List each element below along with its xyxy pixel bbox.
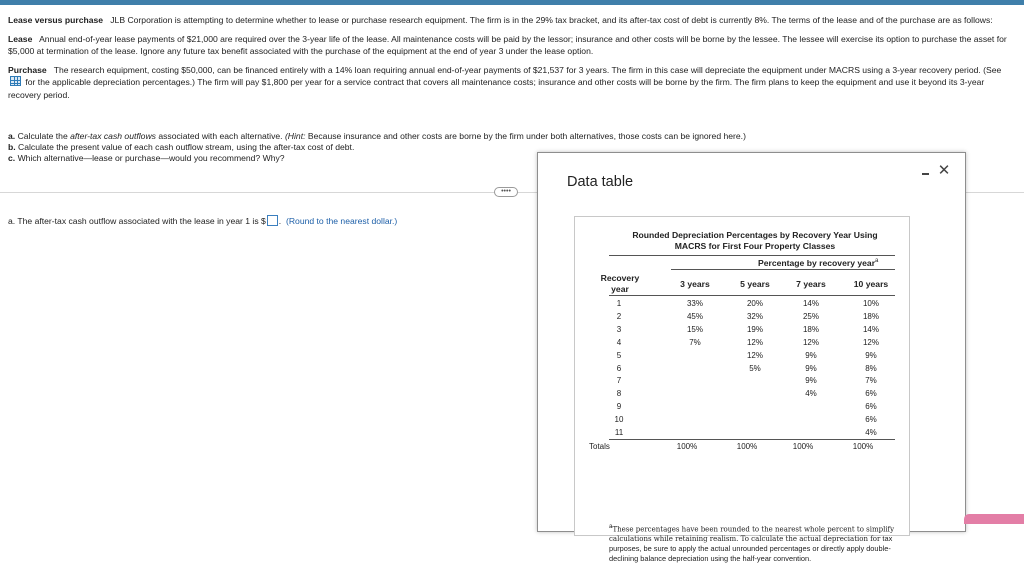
recovery-year-cell: 6	[616, 363, 622, 373]
table-cell: 5%	[749, 363, 761, 373]
table-cell: 12%	[862, 337, 879, 347]
purchase-paragraph	[8, 64, 1014, 102]
table-rule-header	[609, 295, 895, 296]
intro-paragraph	[8, 14, 1014, 27]
recovery-year-cell: 5	[616, 350, 622, 360]
table-cell: 14%	[802, 299, 819, 308]
footnote-mark: a	[609, 523, 613, 530]
table-cell: 12%	[746, 337, 763, 347]
purchase-text-b: for the applicable depreciation percentages.) The firm will pay $1,800 per year for a service contract that covers all maintenance costs; insurance and other costs will be borne by the firm. The firm plans to keep the equipment and use it beyond its 3-year recovery period.	[8, 77, 985, 100]
totals-cell: 100%	[792, 442, 814, 451]
question-b-text: Calculate the present value of each cash outflow stream, using the after-tax cost of debt.	[18, 142, 355, 152]
answer-hint: (Round to the nearest dollar.)	[285, 216, 398, 226]
recovery-year-cell: 11	[614, 428, 624, 437]
table-footnote	[609, 522, 899, 564]
table-cell: 18%	[802, 324, 819, 334]
question-a-hint-label: (Hint:	[284, 131, 306, 141]
table-cell: 6%	[865, 415, 877, 425]
recovery-header-line2: year	[611, 284, 629, 294]
totals-cell: 100%	[676, 442, 698, 451]
question-a-text-1: Calculate the	[17, 131, 68, 141]
totals-cell: 100%	[736, 442, 758, 451]
column-header: 10 years	[853, 279, 889, 289]
column-header: 5 years	[740, 279, 770, 289]
recovery-year-cell: 3	[616, 324, 622, 334]
percentage-header-mark: a	[875, 258, 879, 265]
close-icon[interactable]: ✕	[937, 162, 951, 179]
table-cell: 25%	[802, 311, 819, 321]
answer-input[interactable]	[267, 215, 278, 226]
percentage-header	[758, 258, 878, 268]
table-cell: 12%	[802, 337, 819, 347]
data-table-dialog	[537, 152, 966, 564]
table-cell: 9%	[805, 376, 817, 386]
lease-paragraph	[8, 33, 1014, 58]
table-cell: 9%	[865, 350, 877, 360]
lease-label: Lease	[8, 33, 33, 44]
minimize-icon[interactable]	[919, 167, 933, 181]
table-cell: 7%	[865, 376, 877, 386]
question-a-italic: after-tax cash outflows	[70, 131, 156, 141]
recovery-year-cell: 9	[616, 402, 622, 412]
recovery-year-cell: 8	[616, 389, 622, 399]
table-title-line1: Rounded Depreciation Percentages by Recovery Year Using	[632, 230, 878, 240]
recovery-year-cell: 4	[616, 337, 622, 347]
answer-prompt: a. The after-tax cash outflow associated with the lease in year 1 is $	[8, 216, 266, 226]
depreciation-table	[574, 216, 910, 564]
table-cell: 4%	[805, 389, 817, 399]
table-cell: 33%	[686, 299, 703, 308]
dialog-title: Data table	[567, 174, 634, 190]
table-cell: 6%	[865, 402, 877, 412]
purchase-text-a: The research equipment, costing $50,000, can be financed entirely with a 14% loan requiring annual end-of-year payments of $21,537 for 3 years. The firm in this case will depreciate the equipment under MACRS using a 3-year recovery period. (See	[53, 64, 1002, 75]
table-cell: 19%	[746, 324, 763, 334]
data-table-icon[interactable]	[10, 76, 21, 86]
table-cell: 4%	[865, 428, 877, 437]
bottom-pink-button[interactable]	[964, 514, 1024, 524]
question-b-label: b.	[8, 142, 16, 152]
intro-text: JLB Corporation is attempting to determine whether to lease or purchase research equipment. The firm is in the 29% tax bracket, and its after-tax cost of debt is currently 8%. The terms of the lease and of the purchase are as follows:	[110, 15, 993, 25]
expand-more-button[interactable]: ••••	[494, 187, 518, 197]
table-rule-top	[609, 255, 895, 256]
recovery-year-header	[596, 273, 644, 295]
recovery-year-cell: 1	[616, 299, 622, 308]
table-cell: 14%	[862, 324, 879, 334]
percentage-header-text: Percentage by recovery year	[758, 258, 876, 268]
table-cell: 8%	[865, 363, 877, 373]
answer-row	[8, 215, 397, 227]
problem-statement	[8, 14, 1014, 108]
top-accent-bar	[0, 0, 1024, 5]
recovery-year-cell: 10	[614, 415, 624, 425]
table-rule-sub	[671, 269, 895, 270]
column-header: 7 years	[796, 279, 826, 289]
table-title	[575, 230, 909, 252]
recovery-year-cell: 7	[616, 376, 622, 386]
table-cell: 20%	[746, 299, 763, 308]
lease-text: Annual end-of-year lease payments of $21,000 are required over the 3-year life of the lease. All maintenance costs will be paid by the lessor; insurance and other costs will be borne by the lessee. The lessee will exercise its option to purchase the asset for $5,000 at termination of the lease. Ignore any future tax benefit associated with the purchase of the equipment at the end of year 3 under the lease option.	[8, 33, 1007, 57]
question-a-label: a.	[8, 131, 16, 141]
intro-label: Lease versus purchase	[8, 15, 104, 25]
question-a-text-2: associated with each alternative.	[158, 131, 283, 141]
question-c-text: Which alternative—lease or purchase—would you recommend? Why?	[17, 153, 285, 163]
footnote-rest-text: tax purposes, be sure to apply the actual unrounded percentages or directly apply double-declining balance depreciation using the half-year convention.	[609, 534, 893, 564]
table-title-line2: MACRS for First Four Property Classes	[674, 241, 836, 251]
answer-suffix: .	[278, 216, 282, 226]
totals-label: Totals	[589, 442, 610, 451]
totals-cell: 100%	[852, 442, 874, 451]
recovery-header-line1: Recovery	[600, 273, 640, 283]
question-a-hint-text: Because insurance and other costs are borne by the firm under both alternatives, those costs can be ignored here.)	[307, 131, 746, 141]
question-a	[8, 131, 746, 142]
table-cell: 9%	[805, 350, 817, 360]
table-cell: 7%	[689, 337, 701, 347]
purchase-label: Purchase	[8, 64, 47, 75]
table-cell: 10%	[862, 299, 879, 308]
table-cell: 18%	[862, 311, 879, 321]
column-header: 3 years	[680, 279, 710, 289]
table-cell: 45%	[686, 311, 703, 321]
recovery-year-cell: 2	[616, 311, 622, 321]
table-rule-totals	[609, 439, 895, 440]
table-cell: 6%	[865, 389, 877, 399]
table-cell: 32%	[746, 311, 763, 321]
question-c-label: c.	[8, 153, 16, 163]
table-cell: 12%	[746, 350, 763, 360]
table-cell: 15%	[686, 324, 703, 334]
table-cell: 9%	[805, 363, 817, 373]
footnote-serif-text: These percentages have been rounded to the nearest whole percent to simplify calculations while retaining realism. To calculate the actual depreciation for	[609, 525, 895, 544]
